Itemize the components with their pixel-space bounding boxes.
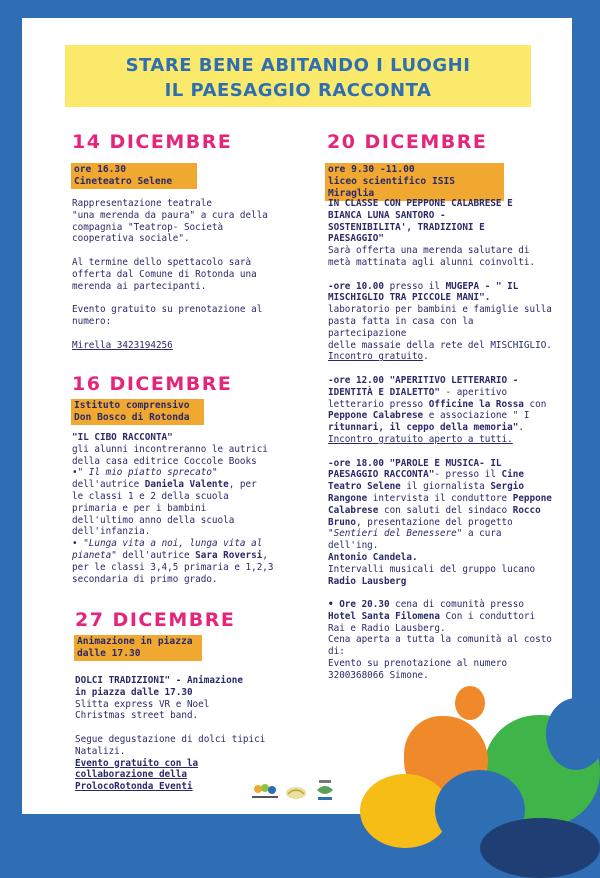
text-line: Segue degustazione di dolci tipici <box>75 733 266 745</box>
title-line-1: STARE BENE ABITANDO I LUOGHI <box>125 55 471 76</box>
sponsor-logo-1 <box>248 782 282 802</box>
text-line: IN CLASSE CON PEPPONE CALABRESE E <box>328 198 513 209</box>
text-line: in piazza dalle 17.30 <box>75 686 193 698</box>
event-20-description <box>328 198 553 682</box>
text-line: -ore 12.00 "APERITIVO LETTERARIO - <box>328 374 519 386</box>
text-line: Incontro gratuito. <box>328 351 429 363</box>
date-20-dicembre: 20 DICEMBRE <box>327 131 488 153</box>
text-line: dell'autrice Daniela Valente, per <box>72 479 257 491</box>
event-27-description <box>75 675 285 793</box>
text-line: 3200368066 Simone. <box>328 669 429 681</box>
text-line: letterario presso Officine la Rossa con <box>328 398 547 410</box>
text-line: Slitta express VR e Noel <box>75 698 210 710</box>
text-line: Rappresentazione teatrale <box>72 198 212 209</box>
event-16-school-1: Istituto comprensivo <box>74 400 190 411</box>
text-line: collaborazione della <box>75 769 187 781</box>
text-line: Evento su prenotazione al numero <box>328 658 508 670</box>
text-line: Bruno, presentazione del progetto <box>328 516 513 528</box>
text-line: pianeta" dell'autrice Sara Roversi, <box>72 549 268 561</box>
text-line: di: <box>328 646 345 658</box>
text-line: dell'infanzia. <box>72 526 151 538</box>
date-14-dicembre: 14 DICEMBRE <box>72 131 233 153</box>
blob-orange-small <box>455 686 485 720</box>
text-line: offerta dal Comune di Rotonda una <box>72 268 257 280</box>
event-16-title: "IL CIBO RACCONTA" <box>72 432 173 443</box>
event-16-school-badge <box>71 399 204 425</box>
text-line: Radio Lausberg <box>328 575 407 587</box>
text-line: Hotel Santa Filomena Con i conduttori <box>328 610 536 622</box>
event-27-label-1: Animazione in piazza <box>77 636 193 647</box>
date-16-dicembre: 16 DICEMBRE <box>72 373 233 395</box>
event-14-place: Cineteatro Selene <box>74 176 173 187</box>
text-line: Natalizi. <box>75 745 126 757</box>
text-line: Al termine dello spettacolo sarà <box>72 256 252 268</box>
text-line: Christmas street band. <box>75 710 199 722</box>
text-line: primaria e per i bambini <box>72 502 207 514</box>
text-line: per le classi 3,4,5 primaria e 1,2,3 <box>72 561 274 573</box>
text-line: gli alunni incontreranno le autrici <box>72 443 268 455</box>
text-line: Teatro Selene il giornalista Sergio <box>328 481 524 493</box>
text-line: BIANCA LUNA SANTORO - <box>328 209 446 221</box>
text-line: •" Il mio piatto sprecato" <box>72 467 218 479</box>
text-line: SOSTENIBILITA', TRADIZIONI E <box>328 221 485 233</box>
text-line: • Ore 20.30 cena di comunità presso <box>328 599 524 611</box>
blob-navy-bottom <box>480 818 600 878</box>
title-line-2: IL PAESAGGIO RACCONTA <box>164 80 432 101</box>
sponsor-logo-3 <box>314 778 336 806</box>
text-line: Rangone intervista il conduttore Peppone <box>328 492 552 504</box>
text-line: secondaria di primo grado. <box>72 573 218 585</box>
text-line: PAESAGGIO RACCONTA"- presso il Cine <box>328 469 524 481</box>
text-line: Peppone Calabrese e associazione " I <box>328 410 530 422</box>
text-line: merenda ai partecipanti. <box>72 280 207 292</box>
text-line: pasta fatta in casa con la partecipazione <box>328 315 474 339</box>
text-line: cooperativa sociale". <box>72 233 190 245</box>
text-line: numero: <box>72 315 112 327</box>
text-line: • "Lunga vita a noi, lunga vita al <box>72 538 263 550</box>
text-line: IDENTITÀ E DIALETTO" - aperitivo <box>328 386 508 398</box>
text-line: Intervalli musicali del gruppo lucano <box>328 563 536 575</box>
contact-link-mirella[interactable]: Mirella 3423194256 <box>72 339 173 351</box>
event-16-description <box>72 432 292 585</box>
text-line: Calabrese con saluti del sindaco Rocco <box>328 504 541 516</box>
text-line: Incontro gratuito aperto a tutti. <box>328 433 513 445</box>
sponsor-logo-2 <box>284 784 308 802</box>
blob-blue-right <box>546 698 600 770</box>
text-line: metà mattinata agli alunni coinvolti. <box>328 256 536 268</box>
text-line: ritunnari, il ceppo della memoria". <box>328 422 524 434</box>
text-line: ProlocoRotonda Eventi <box>75 781 193 793</box>
text-line: Cena aperta a tutta la comunità al costo <box>328 634 552 646</box>
text-line: compagnia "Teatrop- Società <box>72 221 224 233</box>
event-14-time-badge <box>71 163 197 189</box>
text-line: della casa editrice Coccole Books <box>72 455 257 467</box>
text-line: "Sentieri del Benessere" a cura dell'ing. <box>328 528 502 552</box>
text-line: PAESAGGIO" <box>328 233 384 245</box>
event-27-badge <box>74 635 202 661</box>
event-27-label-2: dalle 17.30 <box>77 648 141 659</box>
text-line: le classi 1 e 2 della scuola <box>72 490 229 502</box>
text-line: -ore 18.00 "PAROLE E MUSICA- IL <box>328 457 502 469</box>
event-20-place: liceo scientifico ISIS Miraglia <box>328 176 456 199</box>
event-14-description <box>72 198 282 351</box>
event-14-time: ore 16.30 <box>74 164 126 175</box>
text-line: Rai e Radio Lausberg. <box>328 622 446 634</box>
text-line: Antonio Candela. <box>328 551 418 563</box>
text-line: Evento gratuito con la <box>75 757 199 769</box>
event-16-school-2: Don Bosco di Rotonda <box>74 412 190 423</box>
date-27-dicembre: 27 DICEMBRE <box>75 609 236 631</box>
event-20-time: ore 9.30 -11.00 <box>328 164 415 175</box>
text-line: "una merenda da paura" a cura della <box>72 209 268 221</box>
text-line: delle massaie della rete del MISCHIGLIO. <box>328 339 552 351</box>
text-line: -ore 10.00 presso il MUGEPA - " IL <box>328 280 519 292</box>
text-line: Sarà offerta una merenda salutare di <box>328 245 530 257</box>
text-line: dell'ultimo anno della scuola <box>72 514 235 526</box>
text-line: MISCHIGLIO TRA PICCOLE MANI". <box>328 292 491 304</box>
text-line: Evento gratuito su prenotazione al <box>72 304 263 316</box>
flyer-page <box>22 18 572 814</box>
title-banner <box>65 45 531 107</box>
event-20-time-badge <box>325 163 504 201</box>
text-line: laboratorio per bambini e famiglie sulla <box>328 304 552 316</box>
text-line: DOLCI TRADIZIONI" - Animazione <box>75 675 243 686</box>
